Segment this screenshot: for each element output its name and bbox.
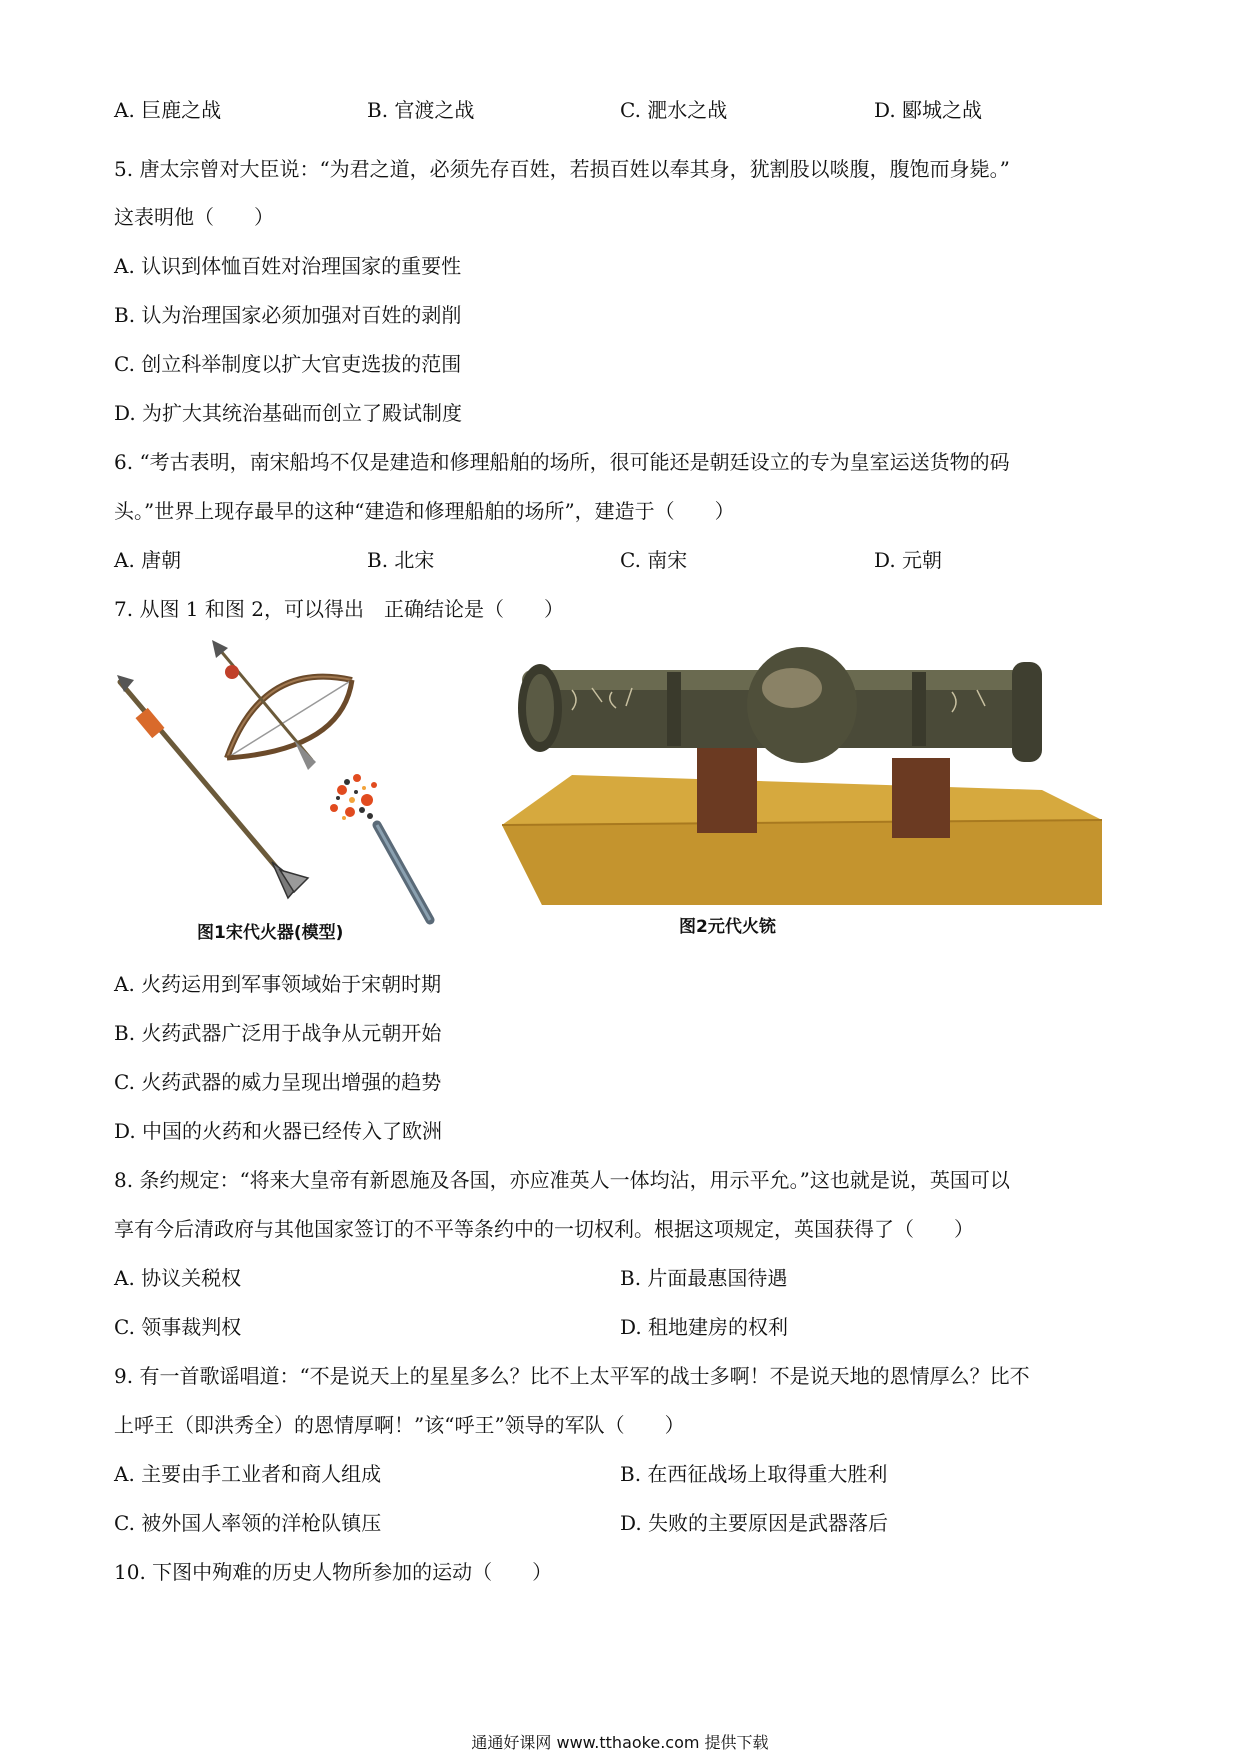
figure2-caption: 图2元代火铳 (679, 917, 776, 937)
q5-option-a: A. 认识到体恤百姓对治理国家的重要性 (114, 254, 462, 278)
page-footer: 通通好课网 www.tthaoke.com 提供下载 (471, 1733, 769, 1752)
q5-stem-line1: 5. 唐太宗曾对大臣说：“为君之道，必须先存百姓，若损百姓以奉其身，犹割股以啖腹，腹饱而身毙。” (114, 157, 1010, 181)
q10-stem: 10. 下图中殉难的历史人物所参加的运动（ ） (114, 1560, 553, 1584)
q9-option-c: C. 被外国人率领的洋枪队镇压 (114, 1511, 382, 1535)
q5-option-c: C. 创立科举制度以扩大官吏选拔的范围 (114, 352, 462, 376)
q7-figures (112, 640, 1122, 943)
q6-option-b: B. 北宋 (367, 548, 435, 572)
q9-option-b: B. 在西征战场上取得重大胜利 (620, 1462, 888, 1486)
q7-option-a: A. 火药运用到军事领域始于宋朝时期 (114, 972, 442, 996)
q9-stem-line1: 9. 有一首歌谣唱道：“不是说天上的星星多么？比不上太平军的战士多啊！不是说天地的恩情厚么？比不 (114, 1364, 1030, 1388)
q9-option-d: D. 失败的主要原因是武器落后 (620, 1511, 889, 1535)
q9-stem-line2: 上呼王（即洪秀全）的恩情厚啊！”该“呼王”领导的军队（ ） (114, 1413, 685, 1437)
q5-option-b: B. 认为治理国家必须加强对百姓的剥削 (114, 303, 462, 327)
q4-option-d: D. 郾城之战 (874, 98, 983, 122)
q7-option-c: C. 火药武器的威力呈现出增强的趋势 (114, 1070, 442, 1094)
q7-stem: 7. 从图 1 和图 2，可以得出 正确结论是（ ） (114, 597, 564, 621)
q8-option-b: B. 片面最惠国待遇 (620, 1266, 788, 1290)
q4-option-a: A. 巨鹿之战 (114, 98, 222, 122)
q9-option-a: A. 主要由手工业者和商人组成 (114, 1462, 382, 1486)
q7-option-d: D. 中国的火药和火器已经传入了欧洲 (114, 1119, 443, 1143)
q8-stem-line2: 享有今后清政府与其他国家签订的不平等条约中的一切权利。根据这项规定，英国获得了（ ） (114, 1217, 974, 1241)
q6-stem-line2: 头。”世界上现存最早的这种“建造和修理船舶的场所”，建造于（ ） (114, 499, 735, 523)
q7-option-b: B. 火药武器广泛用于战争从元朝开始 (114, 1021, 442, 1045)
fire-weapons-illustration (112, 640, 472, 930)
figure1-caption: 图1宋代火器(模型) (197, 923, 344, 943)
q8-option-d: D. 租地建房的权利 (620, 1315, 789, 1339)
q6-option-a: A. 唐朝 (114, 548, 182, 572)
q6-stem-line1: 6. “考古表明，南宋船坞不仅是建造和修理船舶的场所，很可能还是朝廷设立的专为皇室运送货物的码 (114, 450, 1010, 474)
q8-stem-line1: 8. 条约规定：“将来大皇帝有新恩施及各国，亦应准英人一体均沾，用示平允。”这也就是说，英国可以 (114, 1168, 1010, 1192)
q5-option-d: D. 为扩大其统治基础而创立了殿试制度 (114, 401, 463, 425)
q4-option-c: C. 淝水之战 (620, 98, 728, 122)
q6-option-d: D. 元朝 (874, 548, 943, 572)
hand-cannon-photo (482, 640, 1102, 910)
q8-option-a: A. 协议关税权 (114, 1266, 242, 1290)
q6-option-c: C. 南宋 (620, 548, 688, 572)
q8-option-c: C. 领事裁判权 (114, 1315, 242, 1339)
q4-option-b: B. 官渡之战 (367, 98, 475, 122)
q5-stem-line2: 这表明他（ ） (114, 205, 274, 229)
